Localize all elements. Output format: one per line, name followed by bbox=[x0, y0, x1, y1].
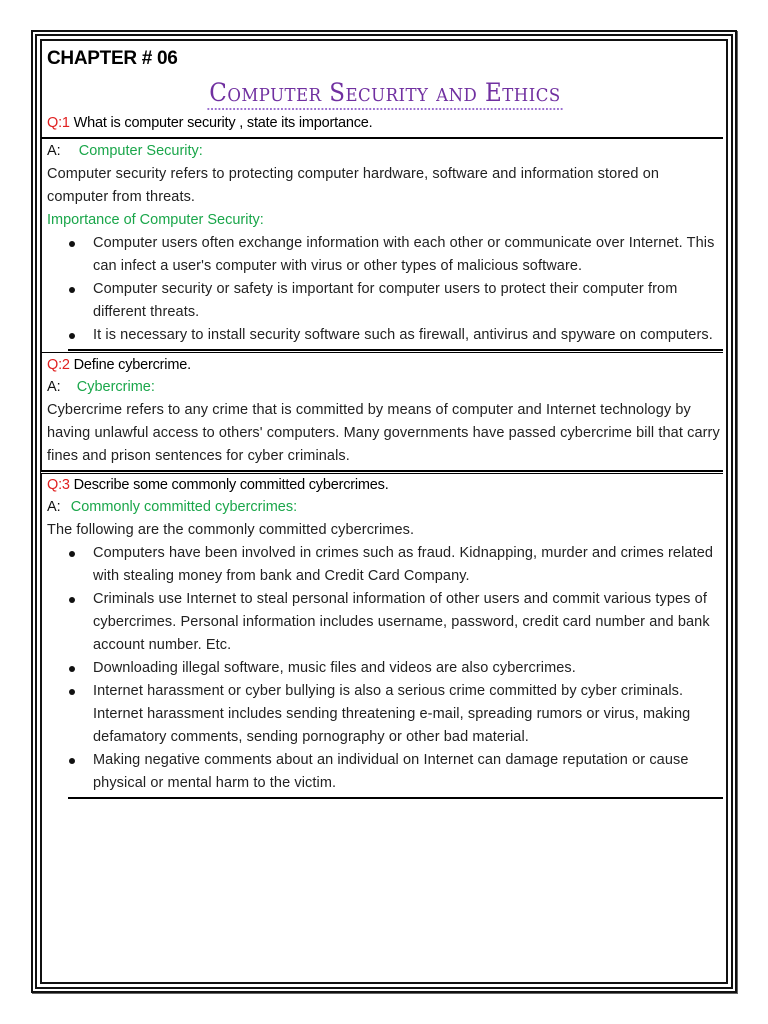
question-text: Describe some commonly committed cybercrimes. bbox=[73, 477, 389, 493]
question-text: Define cybercrime. bbox=[73, 357, 191, 373]
question-number: Q:1 bbox=[47, 115, 70, 131]
question-number: Q:3 bbox=[47, 477, 70, 493]
list-item: Computers have been involved in crimes such as fraud. Kidnapping, murder and crimes related with stealing money from bank and Credit Card Company. bbox=[47, 542, 723, 588]
question-3 bbox=[47, 474, 723, 496]
document-content bbox=[47, 44, 723, 799]
bullet-icon bbox=[69, 333, 75, 339]
answer-prefix: A: bbox=[47, 499, 61, 515]
bullet-icon bbox=[69, 241, 75, 247]
sub-heading: Importance of Computer Security: bbox=[47, 212, 264, 228]
divider bbox=[41, 137, 723, 139]
divider bbox=[68, 349, 723, 351]
answer-prefix: A: bbox=[47, 379, 61, 395]
list-item: Criminals use Internet to steal personal information of other users and commit various types of cybercrimes. Personal information includes username, password, credit card number and bank account number. Etc. bbox=[47, 588, 723, 657]
page-title: Computer Security and Ethics bbox=[207, 78, 562, 110]
intro-text: The following are the commonly committed cybercrimes. bbox=[47, 522, 415, 538]
definition-text: Computer security refers to protecting computer hardware, software and information stored on computer from threats. bbox=[47, 166, 660, 205]
question-1-section bbox=[47, 112, 723, 351]
question-2 bbox=[47, 354, 723, 376]
chapter-label: CHAPTER # 06 bbox=[47, 48, 178, 69]
answer-heading-line bbox=[47, 496, 723, 519]
list-item: Computer security or safety is important for computer users to protect their computer from different threats. bbox=[47, 278, 723, 324]
list-item: Making negative comments about an individual on Internet can damage reputation or cause physical or mental harm to the victim. bbox=[47, 749, 723, 795]
bullet-icon bbox=[69, 666, 75, 672]
question-number: Q:2 bbox=[47, 357, 70, 373]
bullet-icon bbox=[69, 758, 75, 764]
question-text: What is computer security , state its importance. bbox=[73, 115, 373, 131]
list-item: Internet harassment or cyber bullying is also a serious crime committed by cyber criminals. Internet harassment includes sending threatening e-mail, spreading rumors or virus, making defamatory comments, sending pornography or other bad material. bbox=[47, 680, 723, 749]
definition-text: Cybercrime refers to any crime that is committed by means of computer and Internet technology by having unlawful access to others' computers. Many governments have passed cybercrime bill that carry fines and prison sentences for cyber criminals. bbox=[47, 402, 720, 464]
list-item: It is necessary to install security software such as firewall, antivirus and spyware on computers. bbox=[47, 324, 723, 347]
divider bbox=[41, 352, 723, 353]
answer-heading-line bbox=[47, 376, 723, 399]
bullet-icon bbox=[69, 551, 75, 557]
answer-prefix: A: bbox=[47, 143, 61, 159]
importance-list bbox=[47, 232, 723, 347]
title-container bbox=[47, 78, 723, 112]
answer-heading: Computer Security: bbox=[78, 143, 203, 159]
bullet-icon bbox=[69, 287, 75, 293]
question-1 bbox=[47, 112, 723, 134]
question-2-section bbox=[47, 352, 723, 474]
answer-heading: Commonly committed cybercrimes: bbox=[70, 499, 298, 515]
bullet-icon bbox=[69, 689, 75, 695]
answer-heading: Cybercrime: bbox=[76, 379, 155, 395]
question-3-section bbox=[47, 474, 723, 799]
list-item: Computer users often exchange information with each other or communicate over Internet. This can infect a user's computer with virus or other types of malicious software. bbox=[47, 232, 723, 278]
list-item: Downloading illegal software, music files and videos are also cybercrimes. bbox=[47, 657, 723, 680]
answer-heading-line bbox=[47, 140, 723, 163]
bullet-icon bbox=[69, 597, 75, 603]
cybercrimes-list bbox=[47, 542, 723, 795]
divider bbox=[68, 797, 723, 799]
